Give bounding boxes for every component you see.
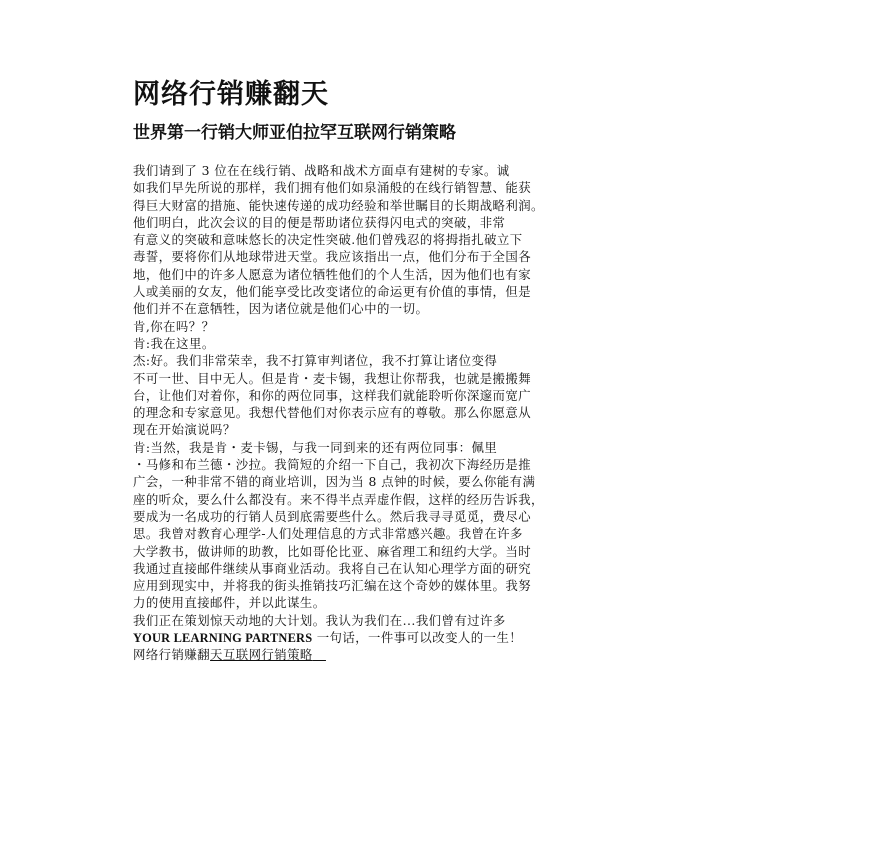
body-line: 我通过直接邮件继续从事商业活动。我将自己在认知心理学方面的研究 — [133, 560, 532, 576]
document-title: 网络行销赚翻天 — [133, 79, 329, 110]
footer-link[interactable]: 天互联网行销策略 — [210, 647, 313, 663]
body-line: 台，让他们对着你，和你的两位同事，这样我们就能聆听你深邃而宽广 — [133, 387, 532, 403]
body-line: 广会，一种非常不错的商业培训，因为当 8 点钟的时候，要么你能有满 — [133, 474, 536, 490]
body-line: 肯,你在吗？？ — [133, 318, 215, 334]
english-phrase: YOUR LEARNING PARTNERS — [133, 631, 313, 646]
body-line: 现在开始演说吗？ — [133, 422, 236, 438]
body-line: 如我们早先所说的那样，我们拥有他们如泉涌般的在线行销智慧、能获 — [133, 180, 532, 196]
body-line: 力的使用直接邮件，并以此谋生。 — [133, 595, 326, 611]
body-line: 思。我曾对教育心理学-人们处理信息的方式非常感兴趣。我曾在许多 — [133, 526, 523, 542]
document-subtitle: 世界第一行销大师亚伯拉罕互联网行销策略 — [133, 123, 456, 143]
body-line: 他们并不在意牺牲，因为诸位就是他们心中的一切。 — [133, 301, 429, 317]
document-page — [133, 78, 693, 664]
body-line: 应用到现实中，并将我的街头推销技巧汇编在这个奇妙的媒体里。我努 — [133, 578, 532, 594]
body-line: 人或美丽的女友，他们能享受比改变诸位的命运更有价值的事情，但是 — [133, 284, 532, 300]
body-line: 大学教书，做讲师的助教，比如哥伦比亚、麻省理工和纽约大学。当时 — [133, 543, 532, 559]
body-line: 要成为一名成功的行销人员到底需要些什么。然后我寻寻觅觅，费尽心 — [133, 508, 532, 524]
body-line: ・马修和布兰德・沙拉。我简短的介绍一下自己，我初次下海经历是推 — [133, 457, 532, 473]
body-line: 地，他们中的许多人愿意为诸位牺牲他们的个人生活，因为他们也有家 — [133, 266, 532, 282]
body-line: 的理念和专家意见。我想代替他们对你表示应有的尊敬。那么你愿意从 — [133, 405, 532, 421]
body-line: 毒誓，要将你们从地球带进天堂。我应该指出一点，他们分布于全国各 — [133, 249, 532, 265]
body-line: 得巨大财富的措施、能快速传递的成功经验和举世瞩目的长期战略利润。 — [133, 197, 544, 213]
body-line: 我们正在策划惊天动地的大计划。我认为我们在...我们曾有过许多 — [133, 612, 506, 628]
body-line: 座的听众，要么什么都没有。来不得半点弄虚作假，这样的经历告诉我， — [133, 491, 544, 507]
body-line: 肯:我在这里。 — [133, 335, 215, 351]
body-line: 他们明白，此次会议的目的便是帮助诸位获得闪电式的突破，非常 — [133, 214, 506, 230]
body-line: 我们请到了 3 位在在线行销、战略和战术方面卓有建树的专家。诚 — [133, 163, 510, 178]
body-line: 有意义的突破和意味悠长的决定性突破.他们曾残忍的将拇指扎破立下 — [133, 232, 523, 248]
body-line: 肯:当然，我是肯・麦卡锡，与我一同到来的还有两位同事：佩里 — [133, 439, 498, 455]
document-body — [133, 162, 693, 629]
body-line: 不可一世、目中无人。但是肯・麦卡锡，我想让你帮我，也就是搬搬舞 — [133, 370, 532, 386]
footer-prefix: 网络行销赚翻 — [133, 647, 211, 663]
english-tail: 一句话，一件事可以改变人的一生！ — [316, 630, 523, 646]
footer-line — [133, 646, 693, 663]
english-line — [133, 629, 693, 646]
body-line: 杰:好。我们非常荣幸，我不打算审判诸位，我不打算让诸位变得 — [133, 353, 498, 369]
